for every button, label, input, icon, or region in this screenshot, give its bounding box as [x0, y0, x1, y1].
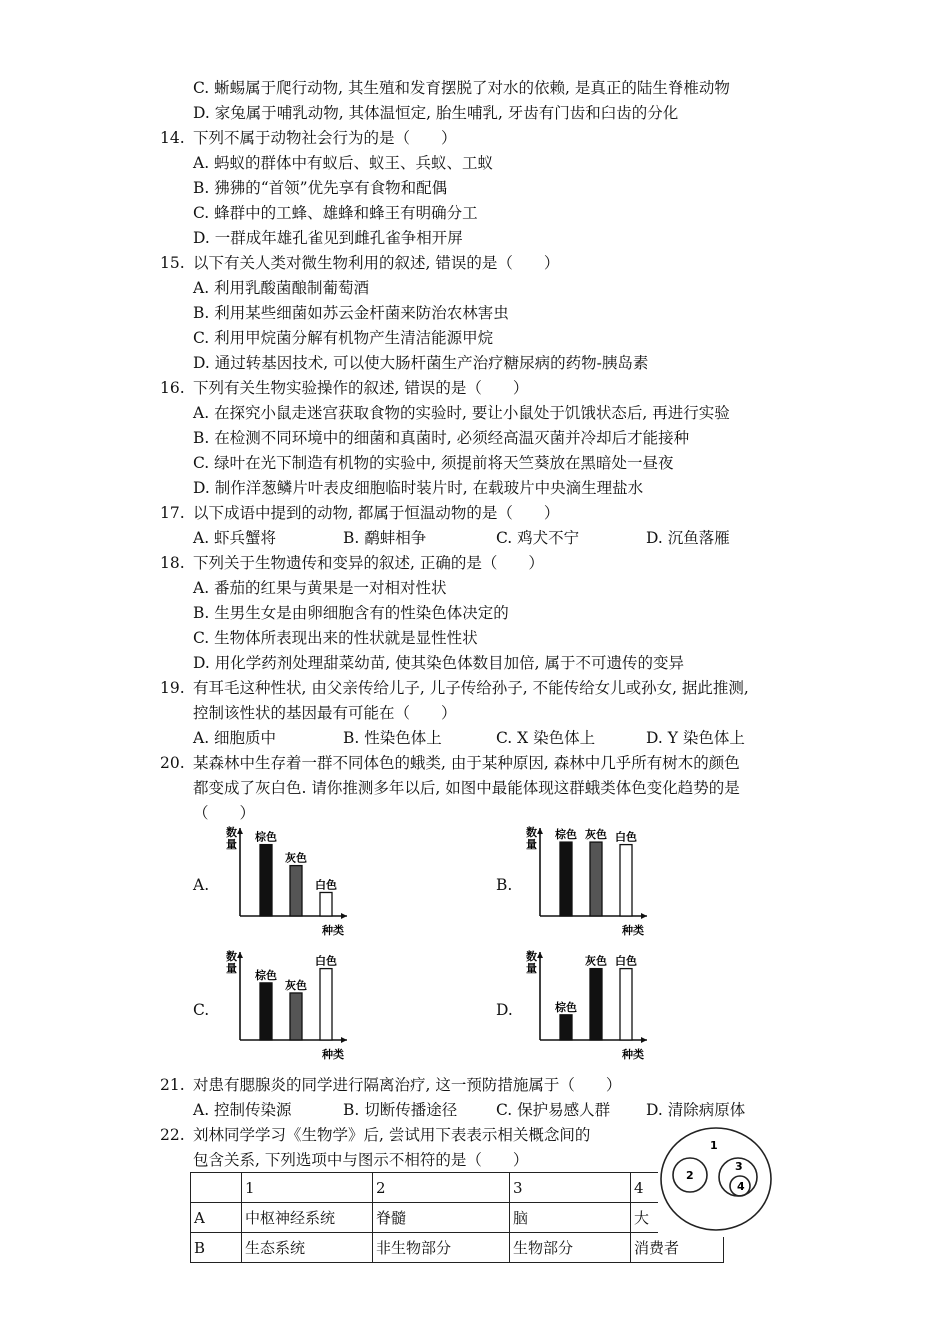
table-row: [191, 1203, 724, 1233]
q14-option-b: B. 狒狒的“首领”优先享有食物和配偶: [193, 179, 448, 197]
y-axis-label: 数: [226, 826, 237, 839]
bar-label-3: 白色: [615, 830, 637, 844]
q21-stem: 对患有腮腺炎的同学进行隔离治疗, 这一预防措施属于（ ）: [193, 1076, 622, 1094]
q15-option-d: D. 通过转基因技术, 可以使大肠杆菌生产治疗糖尿病的药物-胰岛素: [193, 354, 649, 372]
q20-option-c-letter: C.: [193, 1001, 210, 1019]
q14-option-d: D. 一群成年雄孔雀见到雌孔雀争相开屏: [193, 229, 463, 247]
q20-chart-a: [222, 822, 362, 944]
bar-1: [260, 845, 272, 916]
q19-option-a: A. 细胞质中: [193, 729, 277, 747]
x-axis-arrow: [641, 913, 647, 919]
table-cell: A: [191, 1203, 242, 1233]
y-axis-label: 数: [526, 826, 537, 839]
q17-number: 17.: [160, 504, 185, 522]
bar-chart-b-svg: [522, 822, 662, 940]
y-axis-label: 量: [526, 838, 537, 851]
y-axis-label: 量: [526, 962, 537, 975]
q20-option-d-letter: D.: [496, 1001, 513, 1019]
x-axis-label: 种类: [322, 924, 344, 937]
bar-2: [590, 969, 602, 1040]
q21-option-b: B. 切断传播途径: [343, 1101, 458, 1119]
bar-chart-c-svg: [222, 946, 362, 1064]
q14-option-a: A. 蚂蚁的群体中有蚁后、蚁王、兵蚁、工蚁: [193, 154, 494, 172]
q20-option-b-letter: B.: [496, 876, 513, 894]
q17-option-a: A. 虾兵蟹将: [193, 529, 277, 547]
bar-3: [620, 845, 632, 916]
x-axis-label: 种类: [622, 924, 644, 937]
q22-stem-line1: 刘林同学学习《生物学》后, 尝试用下表表示相关概念间的: [193, 1126, 591, 1144]
table-cell: 消费者: [631, 1233, 724, 1263]
q18-option-c: C. 生物体所表现出来的性状就是显性性状: [193, 629, 478, 647]
q20-stem-line1: 某森林中生存着一群不同体色的蛾类, 由于某种原因, 森林中几乎所有树木的颜色: [193, 754, 740, 772]
q16-option-a: A. 在探究小鼠走迷宫获取食物的实验时, 要让小鼠处于饥饿状态后, 再进行实验: [193, 404, 730, 422]
q20-stem-line2: 都变成了灰白色. 请你推测多年以后, 如图中最能体现这群蛾类体色变化趋势的是: [193, 779, 740, 797]
y-axis-label: 量: [226, 838, 237, 851]
bar-3: [320, 969, 332, 1040]
q15-stem: 以下有关人类对微生物利用的叙述, 错误的是（ ）: [193, 254, 560, 272]
q19-stem-line1: 有耳毛这种性状, 由父亲传给儿子, 儿子传给孙子, 不能传给女儿或孙女, 据此推测,: [193, 679, 749, 697]
q20-number: 20.: [160, 754, 185, 772]
bar-label-3: 白色: [615, 954, 637, 968]
q22-number: 22.: [160, 1126, 185, 1144]
q20-stem-line3: （ ）: [193, 804, 256, 822]
bar-2: [290, 866, 302, 916]
q19-option-c: C. X 染色体上: [496, 729, 596, 747]
table-header-cell: 1: [242, 1173, 373, 1203]
table-cell: 生物部分: [510, 1233, 631, 1263]
q14-stem: 下列不属于动物社会行为的是（ ）: [193, 129, 457, 147]
q16-option-d: D. 制作洋葱鳞片叶表皮细胞临时装片时, 在载玻片中央滴生理盐水: [193, 479, 644, 497]
q16-number: 16.: [160, 379, 185, 397]
q13-option-c: C. 蜥蜴属于爬行动物, 其生殖和发育摆脱了对水的依赖, 是真正的陆生脊椎动物: [193, 79, 730, 97]
table-row: [191, 1233, 724, 1263]
x-axis-arrow: [341, 1037, 347, 1043]
table-cell: 脑: [510, 1203, 631, 1233]
q15-option-a: A. 利用乳酸菌酿制葡萄酒: [193, 279, 370, 297]
q18-option-a: A. 番茄的红果与黄果是一对相对性状: [193, 579, 447, 597]
q20-chart-c: [222, 946, 362, 1068]
venn-label-2: 2: [686, 1169, 694, 1182]
venn-label-4: 4: [737, 1180, 745, 1193]
x-axis-arrow: [641, 1037, 647, 1043]
table-cell: 生态系统: [242, 1233, 373, 1263]
q19-stem-line2: 控制该性状的基因最有可能在（ ）: [193, 704, 457, 722]
table-header-cell: 4: [631, 1173, 724, 1203]
bar-2: [290, 993, 302, 1040]
q21-number: 21.: [160, 1076, 185, 1094]
q15-number: 15.: [160, 254, 185, 272]
q21-option-d: D. 清除病原体: [646, 1101, 746, 1119]
bar-label-2: 灰色: [285, 978, 307, 992]
bar-2: [590, 842, 602, 916]
q18-stem: 下列关于生物遗传和变异的叙述, 正确的是（ ）: [193, 554, 544, 572]
y-axis-arrow: [537, 828, 543, 834]
y-axis-label: 数: [226, 950, 237, 963]
bar-label-1: 棕色: [255, 968, 277, 982]
q19-option-d: D. Y 染色体上: [646, 729, 745, 747]
q20-chart-d: [522, 946, 662, 1068]
q20-chart-b: [522, 822, 662, 944]
q16-stem: 下列有关生物实验操作的叙述, 错误的是（ ）: [193, 379, 529, 397]
venn-label-1: 1: [710, 1139, 718, 1152]
venn-label-3: 3: [735, 1160, 743, 1173]
q21-option-c: C. 保护易感人群: [496, 1101, 611, 1119]
q14-number: 14.: [160, 129, 185, 147]
table-cell: 中枢神经系统: [242, 1203, 373, 1233]
bar-3: [320, 892, 332, 916]
q18-option-d: D. 用化学药剂处理甜菜幼苗, 使其染色体数目加倍, 属于不可遗传的变异: [193, 654, 684, 672]
q17-stem: 以下成语中提到的动物, 都属于恒温动物的是（ ）: [193, 504, 560, 522]
bar-label-3: 白色: [315, 954, 337, 968]
bar-label-1: 棕色: [555, 1000, 577, 1014]
x-axis-arrow: [341, 913, 347, 919]
table-cell: 非生物部分: [373, 1233, 510, 1263]
q14-option-c: C. 蜂群中的工蜂、雄蜂和蜂王有明确分工: [193, 204, 478, 222]
q22-stem-line2: 包含关系, 下列选项中与图示不相符的是（ ）: [193, 1151, 529, 1169]
q15-option-c: C. 利用甲烷菌分解有机物产生清洁能源甲烷: [193, 329, 494, 347]
q18-option-b: B. 生男生女是由卵细胞含有的性染色体决定的: [193, 604, 509, 622]
q15-option-b: B. 利用某些细菌如苏云金杆菌来防治农林害虫: [193, 304, 509, 322]
y-axis-arrow: [237, 828, 243, 834]
bar-3: [620, 969, 632, 1040]
bar-label-3: 白色: [315, 878, 337, 892]
table-header-cell: 3: [510, 1173, 631, 1203]
bar-1: [560, 842, 572, 916]
table-cell: 大: [631, 1203, 724, 1233]
q17-option-c: C. 鸡犬不宁: [496, 529, 580, 547]
table-cell: 脊髓: [373, 1203, 510, 1233]
venn-diagram: [658, 1125, 774, 1237]
bar-chart-a-svg: [222, 822, 362, 940]
q13-option-d: D. 家兔属于哺乳动物, 其体温恒定, 胎生哺乳, 牙齿有门齿和臼齿的分化: [193, 104, 679, 122]
y-axis-label: 量: [226, 962, 237, 975]
q19-option-b: B. 性染色体上: [343, 729, 442, 747]
bar-1: [260, 983, 272, 1040]
table-header-cell: [191, 1173, 242, 1203]
bar-label-2: 灰色: [585, 954, 607, 968]
bar-label-2: 灰色: [585, 828, 607, 842]
q21-option-a: A. 控制传染源: [193, 1101, 292, 1119]
q16-option-b: B. 在检测不同环境中的细菌和真菌时, 必须经高温灭菌并冷却后才能接种: [193, 429, 690, 447]
y-axis-arrow: [237, 952, 243, 958]
q17-option-d: D. 沉鱼落雁: [646, 529, 730, 547]
x-axis-label: 种类: [622, 1048, 644, 1061]
q19-number: 19.: [160, 679, 185, 697]
bar-chart-d-svg: [522, 946, 662, 1064]
table-cell: B: [191, 1233, 242, 1263]
y-axis-label: 数: [526, 950, 537, 963]
table-header-cell: 2: [373, 1173, 510, 1203]
concept-table: [190, 1172, 724, 1263]
q20-option-a-letter: A.: [193, 876, 210, 894]
table-header-row: [191, 1173, 724, 1203]
bar-1: [560, 1015, 572, 1040]
q17-option-b: B. 鹬蚌相争: [343, 529, 427, 547]
bar-label-1: 棕色: [555, 828, 577, 842]
bar-label-2: 灰色: [285, 851, 307, 865]
q18-number: 18.: [160, 554, 185, 572]
q16-option-c: C. 绿叶在光下制造有机物的实验中, 须提前将天竺葵放在黑暗处一昼夜: [193, 454, 674, 472]
y-axis-arrow: [537, 952, 543, 958]
x-axis-label: 种类: [322, 1048, 344, 1061]
bar-label-1: 棕色: [255, 830, 277, 844]
